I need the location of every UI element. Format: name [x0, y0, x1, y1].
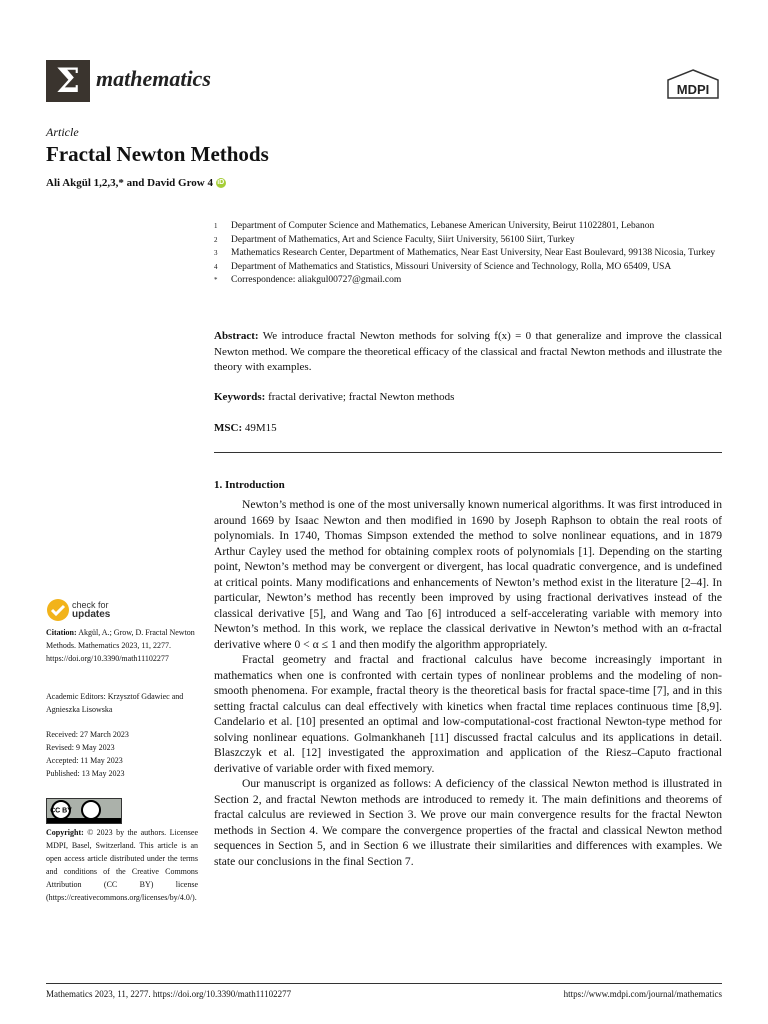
orcid-icon[interactable]: iD — [217, 179, 225, 187]
affiliation: 1 Department of Computer Science and Mathematics, Lebanese American University, Beirut 11022801, Lebanon — [214, 221, 655, 231]
academic-editors: Academic Editors: Krzysztof Gdawiec and Agnieszka Lisowska — [46, 692, 184, 714]
paragraph: Fractal geometry and fractal and fractional calculus have become increasingly important in mathematics when one is confronted with certain types of nonlinear problems and the modeling of non-smooth phenomena. For example, fractal theory is the theoretical basis for fractal space-time [7], and in this setting fractal calculus can deal effectively with kinetics when fractal time replaces continuous time [8,9]. Candelario et al. [10] presented an optimal and low-computational-cost fractional Newton-type method for solving nonlinear equations. Golmankhaneh [11] discussed fractal calculus and its applications in detail. Blaszczyk et al. [12] investigated the approximation and application of the Riesz–Caputo fractional derivative of variable order with fixed memory. — [214, 653, 722, 775]
publisher-name: MDPI — [676, 82, 710, 97]
affiliation: 3 Mathematics Research Center, Department of Mathematics, Near East University, Near East Boulevard, 99138 Nicosia, Turkey — [214, 248, 716, 258]
affiliation: 2 Department of Mathematics, Art and Science Faculty, Siirt University, 56100 Siirt, Turkey — [214, 234, 575, 245]
journal-logo: Σ — [46, 60, 90, 102]
cc-icon — [47, 799, 121, 823]
correspondence: * Correspondence: aliakgul00727@gmail.com — [214, 275, 402, 285]
affiliations — [214, 220, 724, 288]
abstract — [214, 329, 722, 376]
msc-label: MSC: — [214, 422, 243, 434]
article-type: Article — [46, 125, 79, 139]
page-title: Fractal Newton Methods — [46, 142, 269, 166]
keywords-label: Keywords: — [214, 391, 266, 403]
paragraph: Our manuscript is organized as follows: A deficiency of the classical Newton method is illustrated in Section 2, and fractal Newton methods are introduced to remedy it. The main definitions and theorems of fractal calculus are reviewed in Section 3. We prove our main convergence results for the fractal Newton methods in Section 4. We compare the convergence properties of the fractal and classical Newton method sequences in Section 5, and in Section 6 we illustrate their similarities and differences with examples. We state our conclusions in the final Section 7. — [214, 777, 722, 868]
check-updates-icon — [46, 598, 70, 622]
keywords-text: fractal derivative; fractal Newton methods — [268, 391, 455, 403]
abstract-text: We introduce fractal Newton methods for solving f(x) = 0 that generalize and improve the classical Newton method. We compare the theoretical efficacy of the classical and fractal Newton methods and illustrate the theory with examples. — [214, 330, 722, 373]
updates-label: updates — [72, 609, 111, 620]
section-body — [214, 497, 722, 869]
paragraph: Newton’s method is one of the most universally known numerical algorithms. It was first introduced in around 1669 by Isaac Newton and then modified in 1690 by Joseph Raphson to obtain the real roots of polynomials. In 1740, Thomas Simpson extended the method to solve nonlinear equations, and in 1879 Arthur Cayley used the method for obtaining complex roots of polynomials [1]. Depending on the starting point, Newton’s method may be convergent or divergent, has local quadratic convergence, and is undefined at critical points. Many modifications and enhancements of Newton’s method exist in the literature [2–4]. In particular, Newton’s method has recently been improved by using fractional derivatives instead of the classical derivative [5], and Wang and Tao [6] introduced a self-accelerating variable with memory into Newton’s method. In this work, we replace the classical derivative in Newton’s method with an α-fractal derivative where 0 < α ≤ 1 and then modify the algorithm appropriately. — [214, 498, 722, 651]
journal-name: mathematics — [96, 66, 211, 91]
abstract-label: Abstract: — [214, 330, 259, 342]
copyright: Copyright: © 2023 by the authors. Licensee MDPI, Basel, Switzerland. This article is an open access article distributed under the terms and conditions of the Creative Commons Attribution (CC BY) license (https://creativecommons.org/licenses/by/4.0/). — [46, 828, 199, 902]
authors-line: Ali Akgül 1,2,3,* and David Grow 4 — [46, 177, 213, 189]
affiliation: 4 Department of Mathematics and Statistics, Missouri University of Science and Technology, Rolla, MO 65409, USA — [214, 261, 672, 272]
footer-divider — [46, 983, 722, 984]
footer-journal-link[interactable]: https://www.mdpi.com/journal/mathematics — [563, 989, 722, 999]
cc-label: CC BY — [50, 807, 72, 815]
footer-citation[interactable]: Mathematics 2023, 11, 2277. https://doi.org/10.3390/math11102277 — [46, 989, 292, 999]
check-for-updates-button[interactable] — [46, 598, 166, 624]
keywords — [214, 390, 722, 406]
msc-text: 49M15 — [244, 422, 277, 434]
citation: Citation: Akgül, A.; Grow, D. Fractal Newton Methods. Mathematics 2023, 11, 2277. https://doi.org/10.3390/math11102277 — [46, 628, 195, 663]
check-label: check for — [72, 600, 109, 610]
divider — [214, 452, 722, 453]
dates: Received: 27 March 2023 Revised: 9 May 2023 Accepted: 11 May 2023 Published: 13 May 2023 — [46, 730, 129, 778]
authors — [46, 177, 226, 189]
section-heading: 1. Introduction — [214, 479, 285, 491]
mdpi-logo — [664, 68, 722, 102]
cc-by-license-badge[interactable] — [46, 798, 122, 824]
msc — [214, 421, 722, 437]
